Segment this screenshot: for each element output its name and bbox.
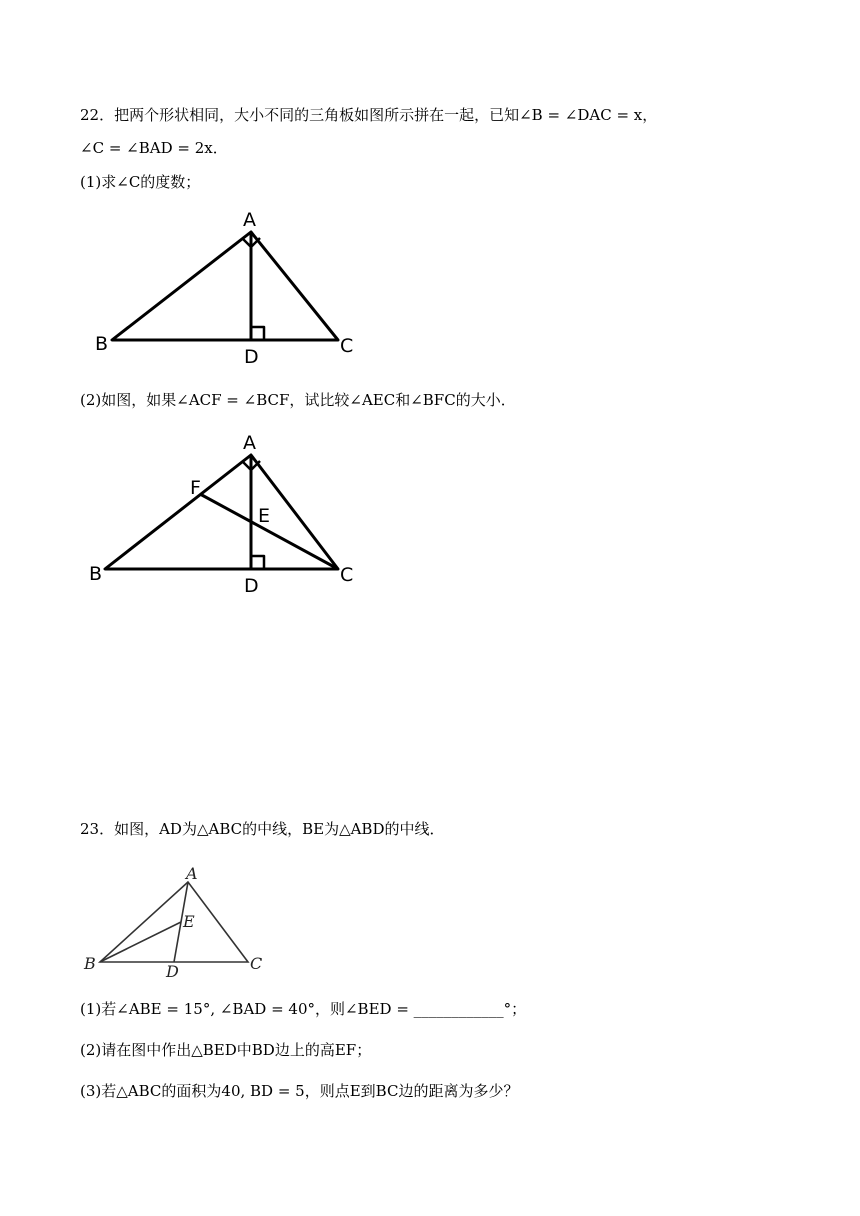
- label-a: A: [243, 209, 256, 231]
- label-b: B: [95, 333, 109, 355]
- q22-part2: (2)如图，如果∠ACF = ∠BCF，试比较∠AEC和∠BFC的大小．: [80, 391, 516, 409]
- label-d-3: D: [166, 962, 179, 981]
- label-a-2: A: [243, 432, 256, 454]
- q23-part2: (2)请在图中作出△BED中BD边上的高EF；: [80, 1041, 372, 1059]
- label-a-3: A: [186, 864, 198, 883]
- label-b-2: B: [89, 563, 103, 585]
- q22-stem-line1: 22．把两个形状相同，大小不同的三角板如图所示拼在一起，已知∠B = ∠DAC = x，: [80, 106, 658, 124]
- q23-stem: 23．如图，AD为△ABC的中线，BE为△ABD的中线．: [80, 820, 445, 838]
- label-e: E: [258, 505, 271, 527]
- label-d-2: D: [244, 575, 259, 597]
- label-b-3: B: [84, 954, 96, 973]
- median-be: [100, 922, 181, 962]
- triangle-abc-3: [100, 882, 248, 962]
- label-e-3: E: [183, 912, 195, 931]
- label-c-3: C: [250, 954, 263, 973]
- label-c-2: C: [340, 564, 354, 586]
- q22-part1: (1)求∠C的度数；: [80, 173, 201, 191]
- label-f: F: [190, 477, 201, 499]
- q23-part1: (1)若∠ABE = 15°, ∠BAD = 40°，则∠BED = ____________°；: [80, 1000, 527, 1018]
- label-d: D: [244, 346, 259, 368]
- q23-part3: (3)若△ABC的面积为40, BD = 5，则点E到BC边的距离为多少？: [80, 1082, 519, 1100]
- label-c: C: [340, 335, 354, 357]
- q22-stem-line2: ∠C = ∠BAD = 2x．: [80, 139, 228, 157]
